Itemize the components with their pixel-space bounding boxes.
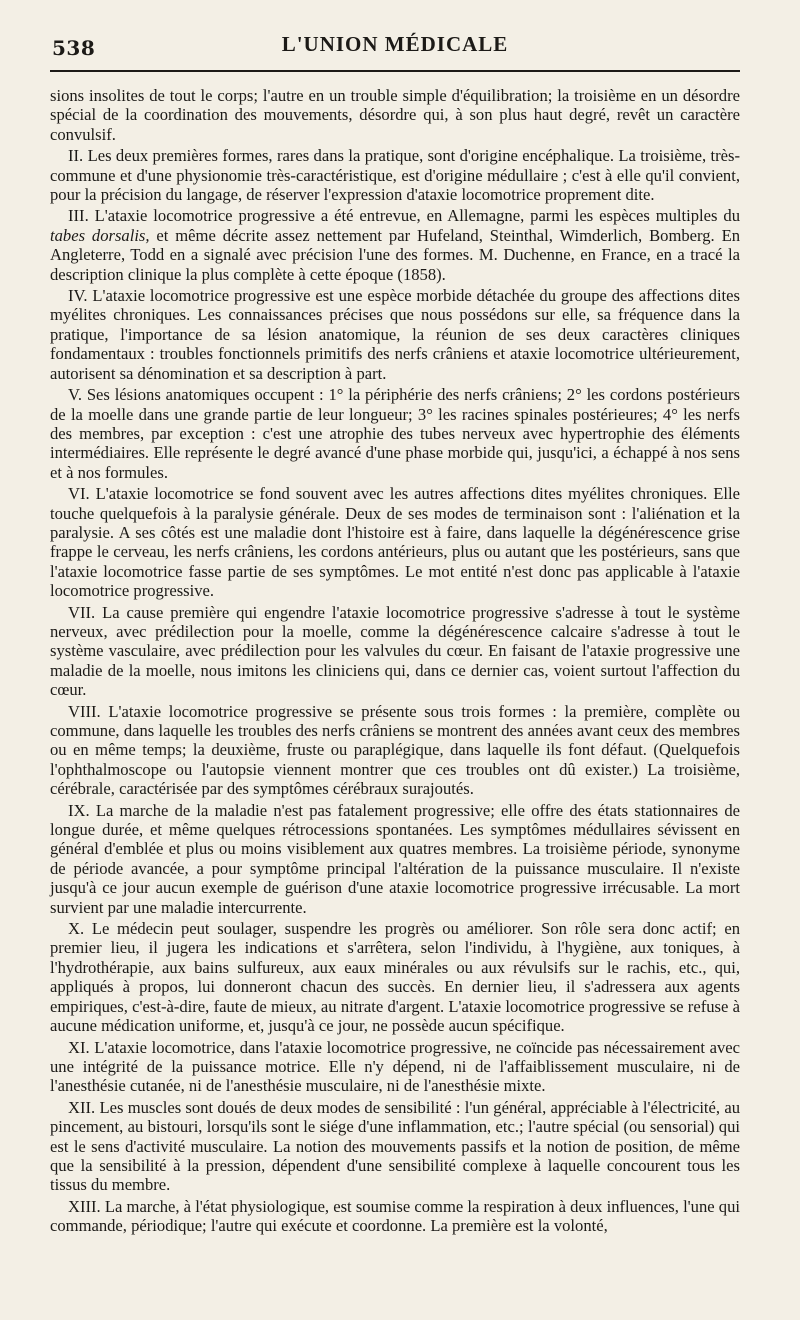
paragraph-iii xyxy=(50,206,740,284)
paragraph-xii: XII. Les muscles sont doués de deux modes de sensibilité : l'un général, appréciable à l'électricité, au pincement, au bistouri, lorsqu'ils sont le siége d'une inflammation, etc.; l'autre spécial (ou sensorial) qui est le sens d'activité musculaire. La notion des mouvements passifs et la notion de position, de même que la sensibilité à la pression, dépendent d'une sensibilité complexe à laquelle concourent tous les tissus du membre. xyxy=(50,1097,740,1195)
paragraph-iii-part-1: III. L'ataxie locomotrice progressive a été entrevue, en Allemagne, parmi les espèces multiples du xyxy=(68,206,740,226)
paragraph-iii-part-2: et même décrite assez nettement par Hufeland, Steinthal, Wimderlich, Bomberg. En Angleterre, Todd en a signalé avec précision l'une des formes. M. Duchenne, en France, en a tracé la description clinique la plus complète à cette époque (1858). xyxy=(50,225,741,284)
header-rule xyxy=(50,70,740,72)
paragraph-iv: IV. L'ataxie locomotrice progressive est une espèce morbide détachée du groupe des affections dites myélites chroniques. Les connaissances précises que nous possédons sur elle, sa fréquence dans la pratique, l'importance de sa lésion anatomique, la réunion de ses deux caractères cliniques fondamentaux : troubles fonctionnels primitifs des nerfs crâniens et ataxie locomotrice ultérieurement, autorisent sa dénomination et sa description à part. xyxy=(50,286,740,383)
paragraph-x: X. Le médecin peut soulager, suspendre les progrès ou améliorer. Son rôle sera donc actif; en premier lieu, il jugera les indications et s'arrêtera, selon l'individu, à l'hygiène, aux toniques, à l'hydrothérapie, aux bains sulfureux, aux eaux minérales ou aux révulsifs sur le rachis, etc., qui, appliqués à propos, lui donneront chacun des succès. En dernier lieu, il s'adressera aux agents empiriques, c'est-à-dire, faute de mieux, au nitrate d'argent. L'ataxie locomotrice progressive se refuse à aucune médication uniforme, et, jusqu'à ce jour, ne possède aucun spécifique. xyxy=(50,919,740,1036)
journal-page xyxy=(50,26,740,1306)
paragraph-xiii: XIII. La marche, à l'état physiologique, est soumise comme la respiration à deux influences, l'une qui commande, périodique; l'autre qui exécute et coordonne. La première est la volonté, xyxy=(50,1196,740,1236)
page-number: 538 xyxy=(52,36,96,60)
paragraph-vi: VI. L'ataxie locomotrice se fond souvent avec les autres affections dites myélites chroniques. Elle touche quelquefois à la paralysie générale. Deux de ses modes de terminaison sont : l'aliénation et la paralysie. A ses côtés est une maladie dont l'histoire est à faire, dans laquelle la dégénérescence grise frappe le cerveau, les nerfs crâniens, les cordons antérieurs, plus ou autant que les postérieurs, sans que l'ataxie locomotrice fasse partie de ses symptômes. Le mot entité n'est donc pas applicable à l'ataxie locomotrice progressive. xyxy=(50,484,740,601)
page-header xyxy=(50,26,740,62)
paragraph-ii: II. Les deux premières formes, rares dans la pratique, sont d'origine encéphalique. La troisième, très-commune et d'une physionomie très-caractéristique, est d'origine médullaire ; c'est à elle qu'il convient, pour la précision du langage, de réserver l'expression d'ataxie locomotrice proprement dite. xyxy=(50,146,740,205)
paragraph-v: V. Ses lésions anatomiques occupent : 1° la périphérie des nerfs crâniens; 2° les cordons postérieurs de la moelle dans une grande partie de leur longueur; 3° les racines spinales postérieures; 4° les nerfs des membres, par exception : c'est une atrophie des tubes nerveux avec hypertrophie des éléments intermédiaires. Elle représente le degré avancé d'une phase morbide qui, jusqu'ici, a échappé à nos sens et à nos formules. xyxy=(50,385,740,482)
running-title: L'UNION MÉDICALE xyxy=(281,32,509,56)
paragraph-ix: IX. La marche de la maladie n'est pas fatalement progressive; elle offre des états stationnaires de longue durée, et même quelques rétrocessions spontanées. Les symptômes médullaires sévissent en général d'emblée et plus ou moins visiblement aux quatres membres. La troisième période, synonyme de période avancée, a pour symptôme principal l'altération de la puissance musculaire. Il n'existe jusqu'à ce jour aucun exemple de guérison d'une ataxie locomotrice progressive irrécusable. La mort survient par une maladie intercurrente. xyxy=(50,800,740,917)
tabes-dorsalis-term: tabes dorsalis, xyxy=(50,225,150,245)
paragraph-xi: XI. L'ataxie locomotrice, dans l'ataxie locomotrice progressive, ne coïncide pas nécessairement avec une intégrité de la puissance motrice. Elle n'y dépend, ni de l'affaiblissement musculaire, ni de l'anesthésie cutanée, ni de l'anesthésie musculaire, ni de l'anesthésie mixte. xyxy=(50,1037,740,1096)
article-body xyxy=(50,86,740,1238)
paragraph-continuation: sions insolites de tout le corps; l'autre en un trouble simple d'équilibration; la troisième en un désordre spécial de la coordination des mouvements, désordre qui, à son plus haut degré, revêt un caractère convulsif. xyxy=(50,86,740,144)
paragraph-viii: VIII. L'ataxie locomotrice progressive se présente sous trois formes : la première, complète ou commune, dans laquelle les troubles des nerfs crâniens se montrent des années avant ceux des membres ou en même temps; la deuxième, fruste ou paraplégique, dans laquelle ils font défaut. (Quelquefois l'ophthalmoscope ou l'autopsie viennent montrer que ces troubles ont dû exister.) La troisième, cérébrale, caractérisée par des symptômes cérébraux surajoutés. xyxy=(50,701,740,799)
paragraph-vii: VII. La cause première qui engendre l'ataxie locomotrice progressive s'adresse à tout le système nerveux, avec prédilection pour la moelle, comme la dégénérescence calcaire s'adresse à tout le système vasculaire, avec prédilection pour les valvules du cœur. En faisant de l'ataxie progressive une maladie de la moelle, nous imitons les cliniciens qui, dans ce dernier cas, voient surtout l'affection du cœur. xyxy=(50,602,740,700)
